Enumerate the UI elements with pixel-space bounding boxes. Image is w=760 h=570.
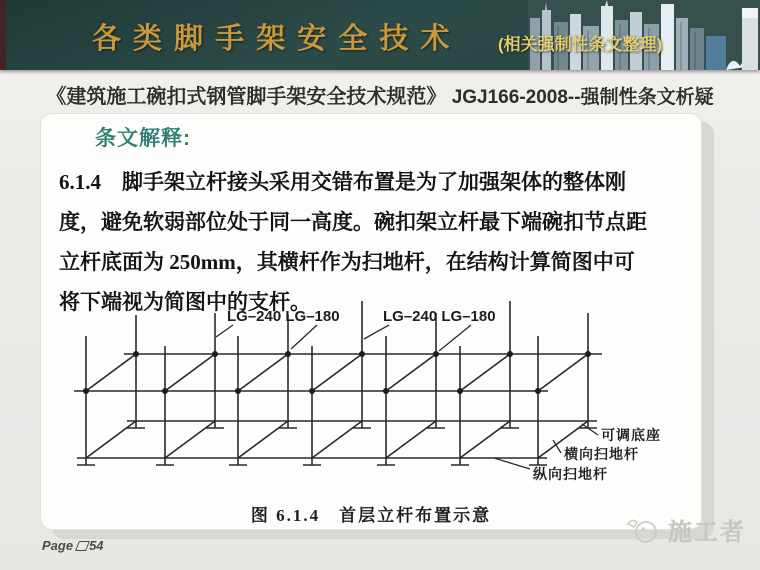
watermark-text: 施工者 [668,519,746,546]
label-adjustable-base: 可调底座 [601,427,661,443]
clause-line-1: 6.1.4 脚手架立杆接头采用交错布置是为了加强架体的整体刚 [59,170,626,194]
page-prefix: Page [42,538,74,553]
slide-title: 各 类 脚 手 架 安 全 技 术 [92,23,452,55]
page-number [42,538,104,553]
leader-lg1-b [291,325,317,349]
watermark-logo [624,512,746,547]
lg-label-1: LG–240 LG–180 [227,308,340,325]
clause-line-4: 将下端视为简图中的支杆。 [59,290,311,314]
subtitle [0,80,760,109]
label-transverse-sweep: 横向扫地杆 [564,446,639,462]
leader-adjustable-base [582,424,598,435]
standard-code: JGJ166-2008--强制性条文析疑 [446,87,714,108]
standard-name: 《建筑施工碗扣式钢管脚手架安全技术规范》 [46,86,447,108]
section-label: 条文解释: [95,127,191,150]
leader-lg2-b [439,325,471,351]
label-longitudinal-sweep: 纵向扫地杆 [533,466,608,482]
page-number-value: 54 [89,538,104,553]
lg-label-2: LG–240 LG–180 [383,308,496,325]
figure-caption: 图 6.1.4 首层立杆布置示意 [250,506,492,525]
left-accent-strip [0,0,6,70]
builder-bird-icon [624,514,664,546]
leader-longitudinal [494,458,530,469]
clause-line-3: 立杆底面为 250mm，其横杆作为扫地杆，在结构计算简图中可 [59,250,635,274]
page-box-icon [75,541,90,551]
slide-title-note: (相关强制性条文整理) [498,35,663,54]
leader-lg1-a [216,325,233,337]
clause-line-2: 度，避免软弱部位处于同一高度。碗扣架立杆最下端碗扣节点距 [59,210,647,234]
content-card [40,113,702,530]
scaffold-diagram [67,289,679,501]
header-banner [0,0,760,70]
